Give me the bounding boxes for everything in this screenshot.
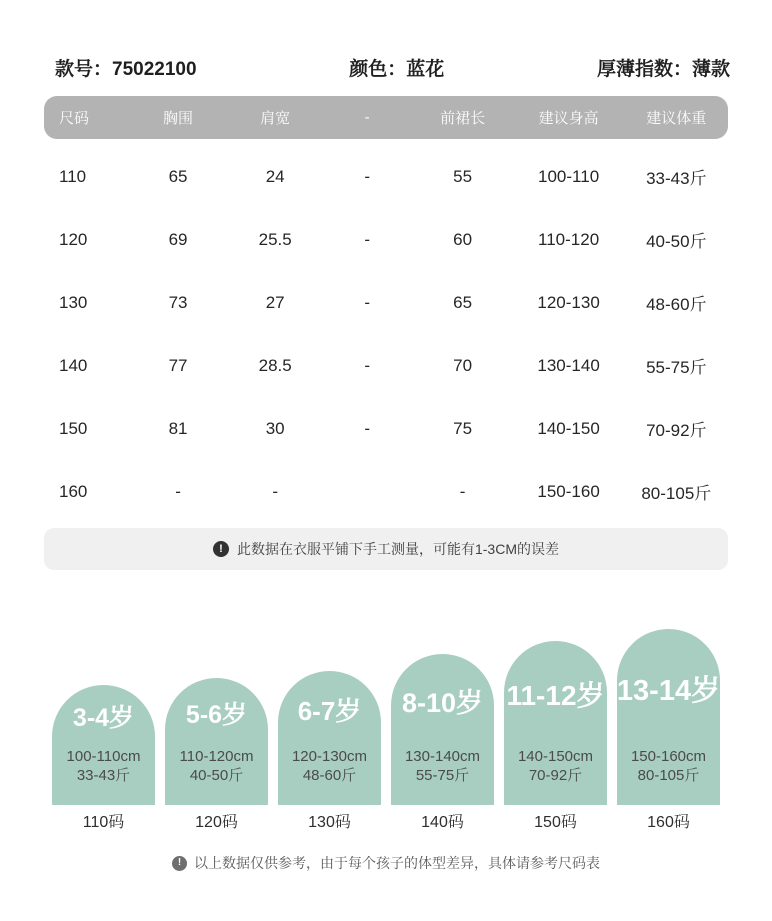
- size-card-130: [278, 671, 381, 805]
- cell-size: 130: [59, 292, 88, 312]
- size-card-110: [52, 685, 155, 805]
- card-ranges: [391, 747, 494, 805]
- height-range: 150-160cm: [630, 748, 707, 765]
- cell-dash: -: [364, 229, 370, 249]
- height-range: 140-150cm: [517, 748, 594, 765]
- cell-suggested-weight: 70-92斤: [646, 421, 707, 440]
- cell-size: 160: [59, 481, 88, 501]
- card-ranges: [504, 747, 607, 805]
- thickness-info: 厚薄指数：薄款: [596, 59, 730, 80]
- height-range: 100-110cm: [66, 748, 141, 765]
- cell-suggested-weight: 80-105斤: [641, 484, 712, 503]
- table-row: [44, 208, 728, 271]
- weight-range: 33-43斤: [76, 767, 131, 784]
- cell-chest: 69: [168, 229, 188, 249]
- table-header-row: [44, 96, 728, 139]
- cell-suggested-height: 140-150: [537, 418, 600, 438]
- age-range-label: 3-4岁: [72, 704, 135, 732]
- age-range-label: 8-10岁: [401, 688, 484, 718]
- cell-dash: -: [364, 418, 370, 438]
- reference-note-text: 以上数据仅供参考，由于每个孩子的体型差异，具体请参考尺码表: [194, 855, 600, 871]
- cell-shoulder: 30: [265, 418, 285, 438]
- weight-range: 55-75斤: [415, 767, 470, 784]
- cell-size: 140: [59, 355, 88, 375]
- cell-chest: -: [175, 481, 181, 501]
- size-code-130: 130码: [308, 814, 351, 831]
- cell-size: 120: [59, 229, 88, 249]
- size-card-150: [504, 641, 607, 805]
- table-body: [44, 139, 728, 523]
- style-number: 款号：75022100: [55, 59, 197, 80]
- size-code-120: 120码: [195, 814, 238, 831]
- cell-dash: -: [364, 166, 370, 186]
- size-code-160: 160码: [647, 814, 690, 831]
- cell-shoulder: -: [272, 481, 278, 501]
- measurement-note-text: 此数据在衣服平铺下手工测量，可能有1-3CM的误差: [236, 541, 559, 557]
- cell-dash: -: [364, 355, 370, 375]
- age-size-cards: [0, 570, 772, 805]
- table-row: [44, 397, 728, 460]
- cell-front-skirt-length: 55: [453, 166, 473, 186]
- measurement-note-bar: [44, 528, 728, 570]
- height-range: 110-120cm: [179, 748, 254, 765]
- header-chest: 胸围: [163, 110, 194, 127]
- cell-chest: 73: [168, 292, 188, 312]
- age-range-label: 6-7岁: [297, 695, 362, 726]
- cell-dash: -: [364, 292, 370, 312]
- header-dash: -: [364, 109, 370, 126]
- weight-range: 70-92斤: [528, 767, 583, 784]
- size-code-110: 110码: [82, 814, 125, 831]
- cell-front-skirt-length: -: [459, 481, 466, 501]
- size-code-labels: [0, 809, 772, 832]
- cell-suggested-weight: 55-75斤: [646, 358, 707, 377]
- card-ranges: [617, 747, 720, 805]
- weight-range: 48-60斤: [302, 767, 357, 784]
- cell-size: 150: [59, 418, 88, 438]
- cell-shoulder: 28.5: [258, 355, 292, 375]
- height-range: 130-140cm: [404, 748, 481, 765]
- table-row: [44, 145, 728, 208]
- header-size: 尺码: [59, 110, 90, 127]
- age-range-label: 5-6岁: [185, 700, 248, 729]
- header-front-skirt-length: 前裙长: [440, 110, 486, 127]
- table-row: [44, 271, 728, 334]
- header-suggested-weight: 建议体重: [646, 110, 707, 127]
- cell-suggested-weight: 40-50斤: [646, 232, 707, 251]
- weight-range: 80-105斤: [637, 767, 700, 784]
- table-row: [44, 334, 728, 397]
- table-row: [44, 460, 728, 523]
- cell-shoulder: 27: [265, 292, 285, 312]
- exclamation-icon: !: [172, 856, 187, 871]
- cell-suggested-height: 110-120: [538, 229, 600, 249]
- cell-suggested-height: 130-140: [537, 355, 600, 375]
- cell-chest: 77: [168, 355, 188, 375]
- cell-shoulder: 25.5: [258, 229, 292, 249]
- cell-suggested-height: 120-130: [537, 292, 600, 312]
- card-ranges: [52, 747, 155, 805]
- size-code-150: 150码: [534, 814, 577, 831]
- cell-chest: 65: [168, 166, 188, 186]
- age-range-label: 11-12岁: [506, 680, 605, 711]
- cell-front-skirt-length: 60: [453, 229, 473, 249]
- cell-suggested-weight: 33-43斤: [646, 169, 707, 188]
- header-shoulder: 肩宽: [260, 110, 291, 127]
- header-suggested-height: 建议身高: [538, 110, 599, 127]
- size-card-140: [391, 654, 494, 805]
- weight-range: 40-50斤: [189, 767, 244, 784]
- size-card-120: [165, 678, 268, 805]
- cell-front-skirt-length: 65: [453, 292, 473, 312]
- cell-shoulder: 24: [265, 166, 285, 186]
- color-info: 颜色：蓝花: [349, 59, 445, 80]
- cell-chest: 81: [168, 418, 188, 438]
- cell-size: 110: [59, 166, 87, 186]
- size-code-140: 140码: [421, 814, 464, 831]
- age-range-label: 13-14岁: [616, 674, 721, 707]
- card-ranges: [278, 747, 381, 805]
- cell-front-skirt-length: 75: [453, 418, 473, 438]
- cell-suggested-weight: 48-60斤: [646, 295, 707, 314]
- size-card-160: [617, 629, 720, 805]
- cell-front-skirt-length: 70: [453, 355, 473, 375]
- height-range: 120-130cm: [291, 748, 368, 765]
- cell-suggested-height: 100-110: [538, 166, 600, 186]
- card-ranges: [165, 747, 268, 805]
- product-info-row: [0, 0, 772, 81]
- size-table: [44, 96, 728, 523]
- reference-note: [0, 853, 772, 873]
- exclamation-icon: !: [213, 541, 229, 557]
- cell-suggested-height: 150-160: [537, 481, 600, 501]
